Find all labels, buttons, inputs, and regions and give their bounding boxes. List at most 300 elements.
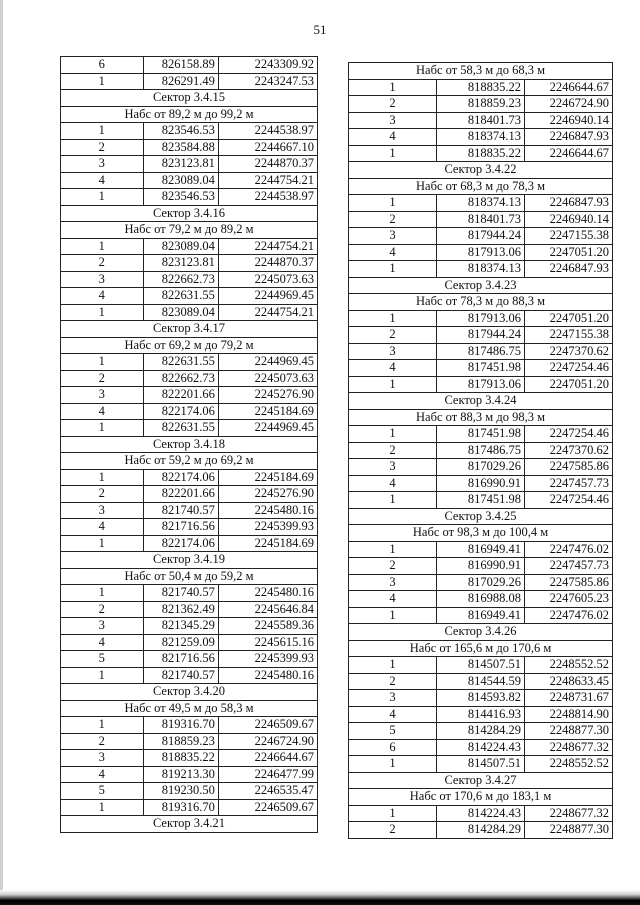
x-coordinate: 814224.43 [437,805,525,822]
coordinate-row [349,426,613,443]
x-coordinate: 817029.26 [437,459,525,476]
point-number: 3 [61,271,144,288]
coordinate-row [349,145,613,162]
y-coordinate: 2245276.90 [218,387,317,404]
coordinate-row [349,327,613,344]
sector-header: Набс от 68,3 м до 78,3 м [349,178,613,195]
point-number: 2 [349,211,437,228]
sector-header: Сектор 3.4.18 [61,436,318,453]
coordinate-row [349,756,613,773]
point-number: 2 [61,255,144,272]
y-coordinate: 2245480.16 [218,585,317,602]
y-coordinate: 2245276.90 [218,486,317,503]
sector-header: Сектор 3.4.15 [61,90,318,107]
point-number: 2 [349,96,437,113]
point-number: 5 [349,723,437,740]
point-number: 4 [349,706,437,723]
x-coordinate: 821259.09 [143,634,218,651]
coordinate-row [349,244,613,261]
x-coordinate: 822201.66 [143,387,218,404]
point-number: 4 [349,591,437,608]
y-coordinate: 2246724.90 [218,733,317,750]
sector-header-row [61,568,318,585]
coordinate-row [61,601,318,618]
sector-header: Набс от 49,5 м до 58,3 м [61,700,318,717]
y-coordinate: 2247605.23 [525,591,613,608]
x-coordinate: 816990.91 [437,558,525,575]
coordinate-row [349,195,613,212]
y-coordinate: 2247585.86 [525,574,613,591]
coordinate-row [61,271,318,288]
sector-header: Сектор 3.4.27 [349,772,613,789]
x-coordinate: 821362.49 [143,601,218,618]
sector-header: Набс от 58,3 м до 68,3 м [349,63,613,80]
y-coordinate: 2248877.30 [525,723,613,740]
y-coordinate: 2247155.38 [525,228,613,245]
point-number: 5 [61,651,144,668]
y-coordinate: 2248877.30 [525,822,613,839]
coordinate-row [61,57,318,74]
x-coordinate: 817944.24 [437,327,525,344]
x-coordinate: 821740.57 [143,585,218,602]
point-number: 2 [349,327,437,344]
y-coordinate: 2246509.67 [218,799,317,816]
x-coordinate: 818859.23 [437,96,525,113]
coordinate-row [61,370,318,387]
x-coordinate: 821716.56 [143,651,218,668]
y-coordinate: 2248731.67 [525,690,613,707]
coordinate-row [349,541,613,558]
y-coordinate: 2248552.52 [525,756,613,773]
y-coordinate: 2247155.38 [525,327,613,344]
point-number: 1 [349,492,437,509]
x-coordinate: 822174.06 [143,469,218,486]
y-coordinate: 2246940.14 [525,211,613,228]
y-coordinate: 2245073.63 [218,271,317,288]
x-coordinate: 818374.13 [437,129,525,146]
point-number: 1 [349,145,437,162]
coordinate-row [349,673,613,690]
x-coordinate: 818835.22 [437,79,525,96]
y-coordinate: 2247051.20 [525,376,613,393]
sector-header-row [61,684,318,701]
y-coordinate: 2245480.16 [218,502,317,519]
point-number: 3 [349,459,437,476]
sector-header: Набс от 98,3 м до 100,4 м [349,525,613,542]
x-coordinate: 817913.06 [437,376,525,393]
coordinate-row [349,805,613,822]
point-number: 4 [349,129,437,146]
sector-header: Сектор 3.4.20 [61,684,318,701]
left-coordinates-column [60,56,318,833]
x-coordinate: 818401.73 [437,211,525,228]
sector-header: Сектор 3.4.17 [61,321,318,338]
sector-header: Сектор 3.4.26 [349,624,613,641]
point-number: 1 [61,535,144,552]
y-coordinate: 2246847.93 [525,261,613,278]
point-number: 4 [61,519,144,536]
coordinate-row [61,717,318,734]
y-coordinate: 2244754.21 [218,172,317,189]
point-number: 1 [349,426,437,443]
coordinate-row [61,73,318,90]
coordinate-row [61,783,318,800]
point-number: 4 [61,172,144,189]
point-number: 1 [61,420,144,437]
point-number: 2 [61,486,144,503]
y-coordinate: 2243247.53 [218,73,317,90]
y-coordinate: 2247585.86 [525,459,613,476]
coordinate-row [61,733,318,750]
point-number: 2 [61,601,144,618]
x-coordinate: 822662.73 [143,370,218,387]
x-coordinate: 817451.98 [437,426,525,443]
x-coordinate: 818835.22 [437,145,525,162]
coordinate-row [61,667,318,684]
x-coordinate: 816988.08 [437,591,525,608]
sector-header: Сектор 3.4.23 [349,277,613,294]
point-number: 3 [61,750,144,767]
coordinate-row [61,502,318,519]
coordinate-row [61,766,318,783]
point-number: 3 [349,228,437,245]
sector-header-row [349,294,613,311]
point-number: 4 [61,634,144,651]
sector-header: Сектор 3.4.16 [61,205,318,222]
y-coordinate: 2246724.90 [525,96,613,113]
right-coordinates-column [348,62,613,839]
coordinate-row [349,129,613,146]
sector-header-row [61,436,318,453]
y-coordinate: 2246477.99 [218,766,317,783]
coordinate-row [349,822,613,839]
y-coordinate: 2247254.46 [525,360,613,377]
point-number: 1 [61,73,144,90]
point-number: 1 [61,238,144,255]
coordinate-row [349,723,613,740]
x-coordinate: 821345.29 [143,618,218,635]
sector-header: Сектор 3.4.24 [349,393,613,410]
coordinate-row [349,79,613,96]
coordinate-row [61,469,318,486]
point-number: 3 [349,690,437,707]
coordinate-row [349,492,613,509]
y-coordinate: 2244969.45 [218,420,317,437]
sector-header-row [61,453,318,470]
coordinate-row [61,519,318,536]
point-number: 1 [61,189,144,206]
y-coordinate: 2245184.69 [218,469,317,486]
x-coordinate: 814284.29 [437,723,525,740]
sector-header-row [61,90,318,107]
y-coordinate: 2247051.20 [525,244,613,261]
point-number: 3 [349,112,437,129]
sector-header-row [349,525,613,542]
sector-header: Сектор 3.4.19 [61,552,318,569]
y-coordinate: 2247254.46 [525,426,613,443]
point-number: 1 [61,585,144,602]
x-coordinate: 822174.06 [143,535,218,552]
point-number: 1 [61,469,144,486]
x-coordinate: 823546.53 [143,123,218,140]
point-number: 2 [349,822,437,839]
x-coordinate: 817486.75 [437,442,525,459]
page-number: 51 [313,22,327,37]
coordinate-row [349,558,613,575]
point-number: 1 [61,717,144,734]
point-number: 2 [61,370,144,387]
sector-header-row [349,63,613,80]
point-number: 2 [349,673,437,690]
y-coordinate: 2246847.93 [525,195,613,212]
y-coordinate: 2245589.36 [218,618,317,635]
coordinate-row [61,139,318,156]
x-coordinate: 814507.51 [437,756,525,773]
coordinate-row [349,112,613,129]
sector-header-row [61,700,318,717]
y-coordinate: 2246644.67 [525,145,613,162]
x-coordinate: 818374.13 [437,261,525,278]
sector-header-row [349,624,613,641]
coordinate-row [61,238,318,255]
coordinate-row [349,475,613,492]
y-coordinate: 2246847.93 [525,129,613,146]
y-coordinate: 2247476.02 [525,541,613,558]
x-coordinate: 822631.55 [143,288,218,305]
coordinate-row [349,376,613,393]
x-coordinate: 814224.43 [437,739,525,756]
coordinate-row [61,354,318,371]
y-coordinate: 2244870.37 [218,255,317,272]
point-number: 4 [349,360,437,377]
point-number: 2 [61,139,144,156]
coordinate-row [349,706,613,723]
x-coordinate: 814284.29 [437,822,525,839]
y-coordinate: 2244969.45 [218,288,317,305]
coordinate-row [61,486,318,503]
y-coordinate: 2246644.67 [525,79,613,96]
coordinate-row [349,591,613,608]
point-number: 3 [349,574,437,591]
point-number: 1 [349,195,437,212]
sector-header-row [349,508,613,525]
y-coordinate: 2248677.32 [525,805,613,822]
point-number: 1 [61,667,144,684]
coordinate-row [349,261,613,278]
coordinate-row [61,288,318,305]
sector-header-row [349,789,613,806]
x-coordinate: 823546.53 [143,189,218,206]
scan-edge-left [0,0,3,905]
y-coordinate: 2244538.97 [218,123,317,140]
point-number: 1 [349,541,437,558]
sector-header-row [61,106,318,123]
point-number: 1 [61,799,144,816]
point-number: 1 [349,657,437,674]
coordinate-row [349,442,613,459]
sector-header: Набс от 88,3 м до 98,3 м [349,409,613,426]
coordinate-row [349,607,613,624]
coordinate-row [349,739,613,756]
point-number: 1 [349,756,437,773]
x-coordinate: 822201.66 [143,486,218,503]
x-coordinate: 817451.98 [437,492,525,509]
coordinate-row [61,420,318,437]
x-coordinate: 826158.89 [143,57,218,74]
y-coordinate: 2248814.90 [525,706,613,723]
coordinate-row [61,618,318,635]
coordinate-row [61,255,318,272]
sector-header-row [61,337,318,354]
x-coordinate: 814544.59 [437,673,525,690]
y-coordinate: 2246509.67 [218,717,317,734]
x-coordinate: 823089.04 [143,238,218,255]
coordinate-row [61,172,318,189]
point-number: 4 [61,766,144,783]
x-coordinate: 822662.73 [143,271,218,288]
point-number: 1 [349,607,437,624]
point-number: 3 [349,343,437,360]
sector-header-row [349,277,613,294]
y-coordinate: 2247476.02 [525,607,613,624]
x-coordinate: 819316.70 [143,799,218,816]
sector-header: Сектор 3.4.25 [349,508,613,525]
coordinate-row [349,690,613,707]
x-coordinate: 818835.22 [143,750,218,767]
coordinate-row [61,585,318,602]
x-coordinate: 823123.81 [143,255,218,272]
x-coordinate: 817486.75 [437,343,525,360]
coordinate-row [61,123,318,140]
sector-header: Набс от 50,4 м до 59,2 м [61,568,318,585]
point-number: 3 [61,387,144,404]
coordinate-row [61,799,318,816]
y-coordinate: 2245646.84 [218,601,317,618]
y-coordinate: 2245184.69 [218,403,317,420]
x-coordinate: 814507.51 [437,657,525,674]
x-coordinate: 817913.06 [437,244,525,261]
point-number: 5 [61,783,144,800]
y-coordinate: 2244754.21 [218,238,317,255]
x-coordinate: 817913.06 [437,310,525,327]
x-coordinate: 818401.73 [437,112,525,129]
y-coordinate: 2246644.67 [218,750,317,767]
y-coordinate: 2245480.16 [218,667,317,684]
coordinates-table [60,56,318,833]
point-number: 3 [61,502,144,519]
coordinate-row [61,304,318,321]
coordinate-row [61,387,318,404]
x-coordinate: 822631.55 [143,420,218,437]
y-coordinate: 2245399.93 [218,651,317,668]
coordinate-row [349,657,613,674]
y-coordinate: 2245073.63 [218,370,317,387]
sector-header: Набс от 59,2 м до 69,2 м [61,453,318,470]
sector-header: Набс от 89,2 м до 99,2 м [61,106,318,123]
sector-header: Сектор 3.4.21 [61,816,318,833]
coordinate-row [349,211,613,228]
y-coordinate: 2248633.45 [525,673,613,690]
y-coordinate: 2245615.16 [218,634,317,651]
sector-header: Набс от 165,6 м до 170,6 м [349,640,613,657]
coordinate-row [349,360,613,377]
point-number: 1 [61,304,144,321]
coordinate-row [349,459,613,476]
y-coordinate: 2245184.69 [218,535,317,552]
scan-edge-bottom [0,890,640,905]
x-coordinate: 816990.91 [437,475,525,492]
coordinate-row [349,310,613,327]
coordinate-row [61,535,318,552]
sector-header-row [349,640,613,657]
coordinate-row [349,574,613,591]
y-coordinate: 2247457.73 [525,475,613,492]
sector-header: Сектор 3.4.22 [349,162,613,179]
coordinate-row [349,228,613,245]
x-coordinate: 819213.30 [143,766,218,783]
point-number: 6 [349,739,437,756]
point-number: 2 [349,558,437,575]
coordinate-row [61,634,318,651]
coordinate-row [61,189,318,206]
sector-header-row [61,222,318,239]
x-coordinate: 822174.06 [143,403,218,420]
point-number: 4 [349,244,437,261]
sector-header: Набс от 170,6 м до 183,1 м [349,789,613,806]
sector-header-row [349,409,613,426]
x-coordinate: 823584.88 [143,139,218,156]
y-coordinate: 2247254.46 [525,492,613,509]
x-coordinate: 819316.70 [143,717,218,734]
y-coordinate: 2244667.10 [218,139,317,156]
coordinates-table [348,62,613,839]
point-number: 1 [349,261,437,278]
y-coordinate: 2246940.14 [525,112,613,129]
y-coordinate: 2244538.97 [218,189,317,206]
y-coordinate: 2244754.21 [218,304,317,321]
x-coordinate: 826291.49 [143,73,218,90]
x-coordinate: 823089.04 [143,304,218,321]
x-coordinate: 816949.41 [437,541,525,558]
point-number: 6 [61,57,144,74]
sector-header-row [349,772,613,789]
y-coordinate: 2245399.93 [218,519,317,536]
x-coordinate: 821740.57 [143,502,218,519]
sector-header-row [61,816,318,833]
x-coordinate: 818859.23 [143,733,218,750]
point-number: 1 [349,376,437,393]
point-number: 1 [349,310,437,327]
x-coordinate: 814593.82 [437,690,525,707]
y-coordinate: 2247051.20 [525,310,613,327]
point-number: 3 [61,156,144,173]
point-number: 2 [349,442,437,459]
coordinate-row [349,343,613,360]
y-coordinate: 2248677.32 [525,739,613,756]
x-coordinate: 817451.98 [437,360,525,377]
coordinate-row [61,156,318,173]
sector-header-row [349,178,613,195]
point-number: 1 [61,123,144,140]
x-coordinate: 814416.93 [437,706,525,723]
point-number: 4 [61,288,144,305]
point-number: 1 [349,79,437,96]
y-coordinate: 2247370.62 [525,343,613,360]
x-coordinate: 817029.26 [437,574,525,591]
y-coordinate: 2248552.52 [525,657,613,674]
x-coordinate: 818374.13 [437,195,525,212]
point-number: 3 [61,618,144,635]
